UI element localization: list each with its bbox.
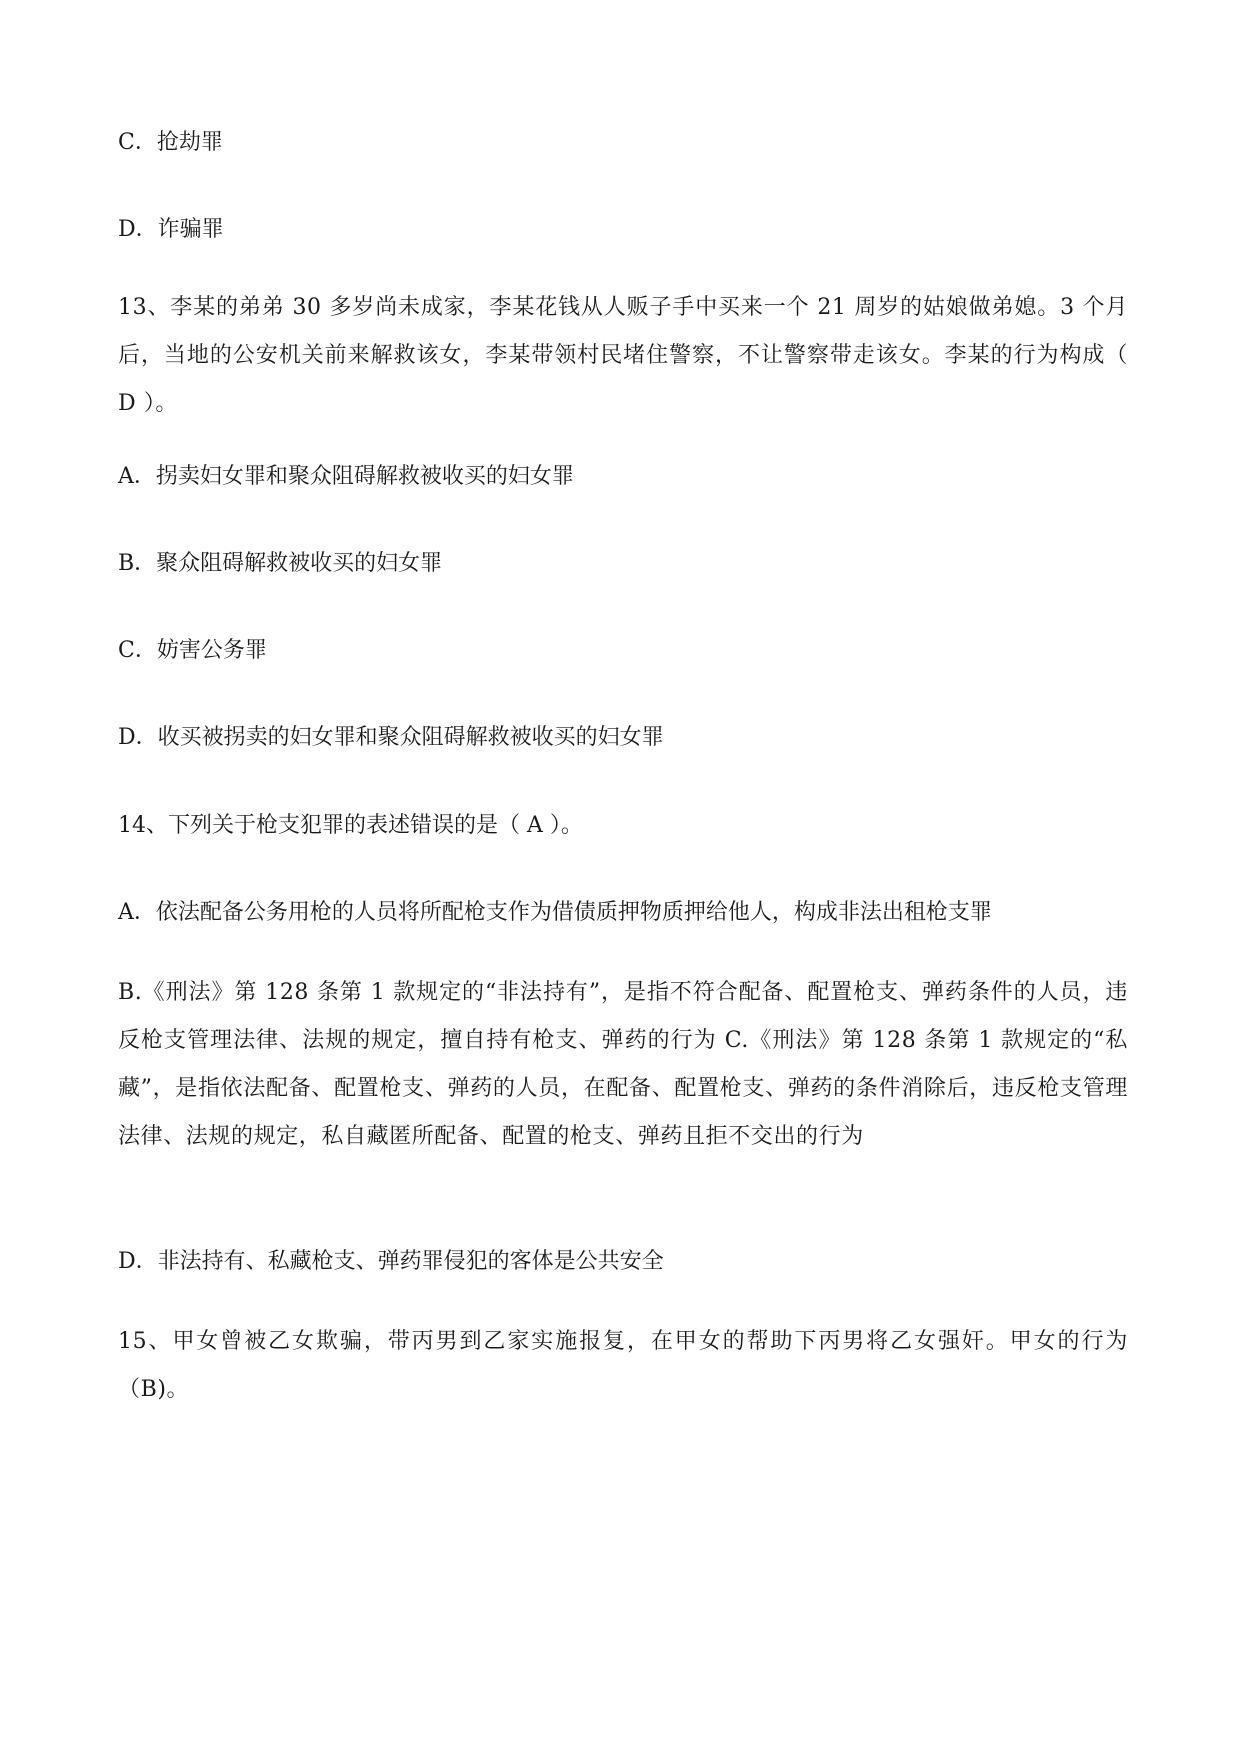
q12-option-c: C．抢劫罪	[118, 130, 223, 155]
q14-option-a: A．依法配备公务用枪的人员将所配枪支作为借债质押物质押给他人，构成非法出租枪支罪	[118, 900, 992, 925]
q14-option-d: D．非法持有、私藏枪支、弹药罪侵犯的客体是公共安全	[118, 1249, 664, 1274]
q14-stem: 14、下列关于枪支犯罪的表述错误的是（ A ）。	[118, 813, 583, 838]
q15-stem: 15、甲女曾被乙女欺骗，带丙男到乙家实施报复，在甲女的帮助下丙男将乙女强奸。甲女的行为（B)。	[118, 1329, 1128, 1402]
q13-option-c: C．妨害公务罪	[118, 638, 267, 663]
q13-option-d: D．收买被拐卖的妇女罪和聚众阻碍解救被收买的妇女罪	[118, 725, 664, 750]
q14-option-bc: B.《刑法》第 128 条第 1 款规定的“非法持有”，是指不符合配备、配置枪支、弹药条件的人员，违反枪支管理法律、法规的规定，擅自持有枪支、弹药的行为 C.《刑法》第 128 条第 1 款规定的“私藏”，是指依法配备、配置枪支、弹药的人员，在配备、配置枪支、弹药的条件消除后，违反枪支管理法律、法规的规定，私自藏匿所配备、配置的枪支、弹药且拒不交出的行为	[118, 980, 1128, 1149]
q13-option-b: B．聚众阻碍解救被收买的妇女罪	[118, 551, 443, 576]
q13-stem: 13、李某的弟弟 30 多岁尚未成家，李某花钱从人贩子手中买来一个 21 周岁的姑娘做弟媳。3 个月后，当地的公安机关前来解救该女，李某带领村民堵住警察，不让警察带走该女。李某的行为构成（ D ）。	[118, 295, 1128, 416]
q13-option-a: A．拐卖妇女罪和聚众阻碍解救被收买的妇女罪	[118, 464, 574, 489]
q12-option-d: D．诈骗罪	[118, 217, 224, 242]
